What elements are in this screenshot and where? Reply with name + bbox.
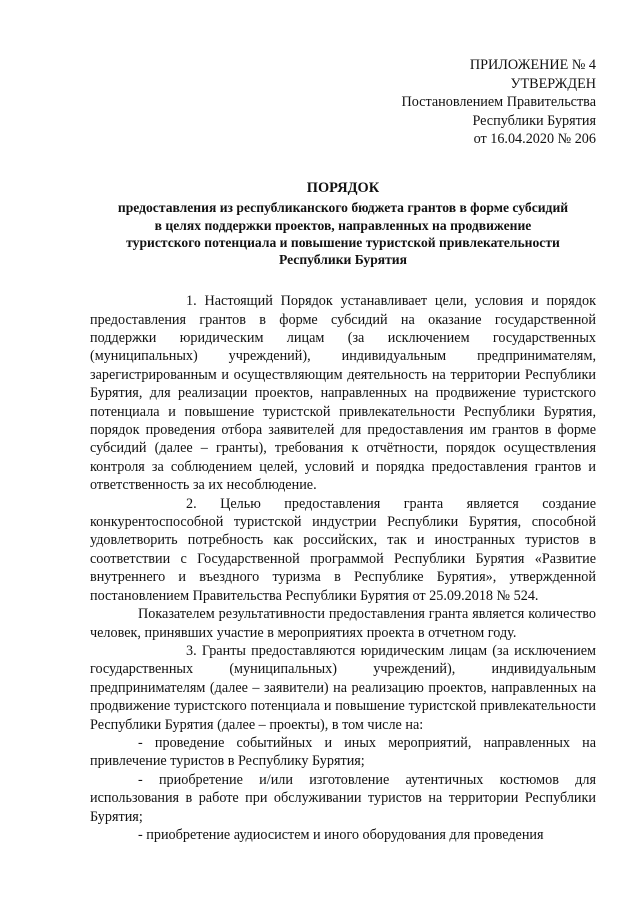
subtitle-line: в целях поддержки проектов, направленных на продвижение: [154, 217, 532, 233]
appendix-number: ПРИЛОЖЕНИЕ № 4: [469, 57, 596, 73]
approved-by: Постановлением Правительства: [401, 94, 596, 111]
paragraph-2: [90, 495, 596, 605]
approved-label: УТВЕРЖДЕН: [510, 75, 596, 92]
paragraph-1: [90, 292, 596, 494]
subtitle-line: предоставления из республиканского бюджета грантов в форме субсидий: [117, 200, 569, 216]
document-body: [90, 292, 596, 844]
list-item: - приобретение аудиосистем и иного оборудования для проведения: [138, 826, 544, 843]
paragraph-number: 3.: [186, 642, 197, 659]
document-title: ПОРЯДОК: [306, 179, 380, 196]
paragraph-3: [90, 642, 596, 734]
list-item: - проведение событийных и иных мероприятий, направленных на привлечение туристов в Республику Бурятия;: [90, 734, 596, 770]
paragraph-number: 2.: [186, 495, 197, 512]
subtitle-line: туристского потенциала и повышение туристской привлекательности: [126, 234, 560, 250]
approval-date: от 16.04.2020 № 206: [473, 131, 596, 148]
approved-by-republic: Республики Бурятия: [472, 112, 596, 129]
paragraph-text: Гранты предоставляются юридическим лицам (за исключением государственных (муниципальных) учреждений), индивидуальным предпринимателям (далее – заявители) на реализацию проектов, направленных на продвижение туристского потенциала и повышение туристской привлекательности Республики Бурятия (далее – проекты), в том числе на:: [90, 642, 596, 733]
paragraph-2b: Показателем результативности предоставления гранта является количество человек, принявших участие в мероприятиях проекта в отчетном году.: [90, 606, 596, 641]
document-subtitle: [90, 199, 596, 268]
paragraph-text: Настоящий Порядок устанавливает цели, условия и порядок предоставления грантов в форме субсидий на оказание государственной поддержки юридическим лицам (за исключением государственных (муниципальных) учреждений), индивидуальным предпринимателям, зарегистрированным и осуществляющим деятельность на территории Республики Бурятия, для реализации проектов, направленных на продвижение туристского потенциала и повышение туристской привлекательности Республики Бурятия, порядок проведения отбора заявителей для предоставления им грантов в форме субсидий (далее – гранты), требования к отчётности, порядок осуществления контроля за соблюдением целей, условий и порядка предоставления грантов и ответственность за их несоблюдение.: [90, 293, 597, 494]
paragraph-number: 1.: [186, 293, 197, 310]
list-item: - приобретение и/или изготовление аутентичных костюмов для использования в работе при обслуживании туристов на территории Республики Бурятия;: [90, 771, 596, 825]
subtitle-line: Республики Бурятия: [278, 251, 407, 267]
approval-block: [90, 56, 596, 149]
paragraph-text: Целью предоставления гранта является создание конкурентоспособной туристской индустрии Республики Бурятия, способной удовлетворить потребность как российских, так и иностранных туристов в соответствии с Государственной программой Республики Бурятия «Развитие внутреннего и въездного туризма в Республике Бурятия», утвержденной постановлением Правительства Республики Бурятия от 25.09.2018 № 524.: [90, 495, 597, 604]
